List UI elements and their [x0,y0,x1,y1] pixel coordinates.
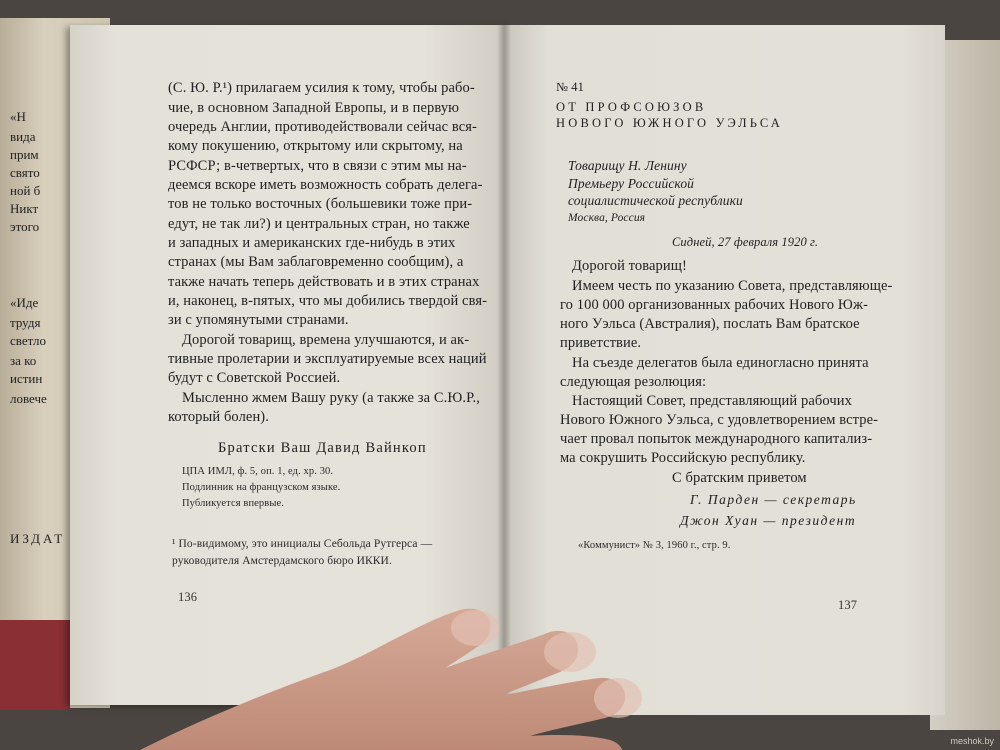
fragment: за ко [10,353,37,368]
footnote: ¹ По-видимому, это инициалы Себольда Рутгерса — [172,538,433,550]
address-line: Премьеру Российской [568,176,695,191]
text-line: чие, в основном Западной Европы, и в первую [168,100,460,116]
text-line: приветствие. [560,335,642,351]
fragment: этого [10,219,40,234]
address-line: Товарищу Н. Ленину [568,158,687,173]
fingernail-index [451,610,499,646]
text-line: тивные пролетарии и эксплуатируемые всех наций [168,351,487,367]
address-line: социалистической республики [568,193,743,208]
text-line: Мысленно жмем Вашу руку (а также за С.Ю.Р., [182,390,480,406]
watermark: meshok.by [950,736,994,746]
letter-date: Сидней, 27 февраля 1920 г. [672,235,819,249]
fragment: трудя [10,315,41,330]
fragment: «Н [10,109,26,124]
fragment: свято [10,165,40,180]
hand [140,600,700,750]
text-line: и западных и американских где-нибудь в этих [168,235,456,251]
archive-note: Публикуется впервые. [182,498,284,509]
text-line: Имеем честь по указанию Совета, представляюще- [572,278,893,294]
background-book-cover-edge [0,620,70,710]
section-heading: НОВОГО ЮЖНОГО УЭЛЬСА [556,116,784,130]
text-line: и, наконец, в-пятых, что мы добились твердой свя- [168,293,488,309]
hand-shape [140,609,625,750]
archive-note: Подлинник на французском языке. [182,482,341,493]
text-line: (С. Ю. Р.¹) прилагаем усилия к тому, чтобы рабо- [168,80,475,96]
fragment: ИЗДАТ [10,531,66,546]
fragment: ловече [10,391,47,406]
text-line: тов не только восточных (большевики тоже при- [168,196,473,212]
page-number: 136 [178,590,198,604]
signer: Г. Парден — секретарь [690,492,857,507]
source-reference: «Коммунист» № 3, 1960 г., стр. 9. [578,540,731,551]
text-line: странах (мы Вам заблаговременно сообщим), а [168,254,464,270]
fragment: «Иде [10,295,39,310]
text-line: чает провал попыток международного капитализ- [560,431,873,447]
text-line: едут, не так ли?) и центральных стран, но также [168,216,470,232]
text-line: ного Уэльса (Австралия), послать Вам братское [560,316,860,332]
text-line: также начать теперь действовать и в этих странах [168,274,480,290]
text-line: следующая резолюция: [560,374,707,390]
document-number: № 41 [556,80,584,94]
text-line: очередь Англии, противодействовали сейчас вся- [168,119,477,135]
archive-reference: ЦПА ИМЛ, ф. 5, оп. 1, ед. хр. 30. [182,466,334,477]
text-line: деемся вскоре иметь возможность собрать делега- [168,177,483,193]
section-heading: ОТ ПРОФСОЮЗОВ [556,100,707,114]
fragment: вида [10,129,36,144]
signature: Братски Ваш Давид Вайнкоп [218,440,427,456]
text-line: Дорогой товарищ, времена улучшаются, и ак- [182,332,470,348]
text-line: кому покушению, открытому или скрытому, на [168,138,463,154]
closing: С братским приветом [672,470,807,486]
text-line: который болен). [168,409,269,425]
signer: Джон Хуан — президент [680,513,857,528]
text-line: Нового Южного Уэльса, с удовлетворением встре- [560,412,879,428]
text-line: будут с Советской Россией. [168,370,341,386]
fragment: истин [10,371,43,386]
text-line: На съезде делегатов была единогласно принята [572,355,869,371]
fragment: светло [10,333,46,348]
fragment: Никт [10,201,39,216]
text-line: ма сокрушить Российскую республику. [560,450,806,466]
fingernail-middle [544,632,596,672]
greeting: Дорогой товарищ! [572,258,687,274]
text-line: РСФСР; в-четвертых, что в связи с этим мы на- [168,158,467,174]
fragment: прим [10,147,39,162]
address-place: Москва, Россия [568,212,646,224]
footnote: руководителя Амстердамского бюро ИККИ. [172,555,392,567]
fragment: ной б [10,183,41,198]
text-line: зи с упомянутыми странами. [168,312,349,328]
text-line: Настоящий Совет, представляющий рабочих [572,393,852,409]
page-number: 137 [838,598,858,612]
text-line: го 100 000 организованных рабочих Нового Юж- [560,297,869,313]
fingernail-ring [594,678,642,718]
